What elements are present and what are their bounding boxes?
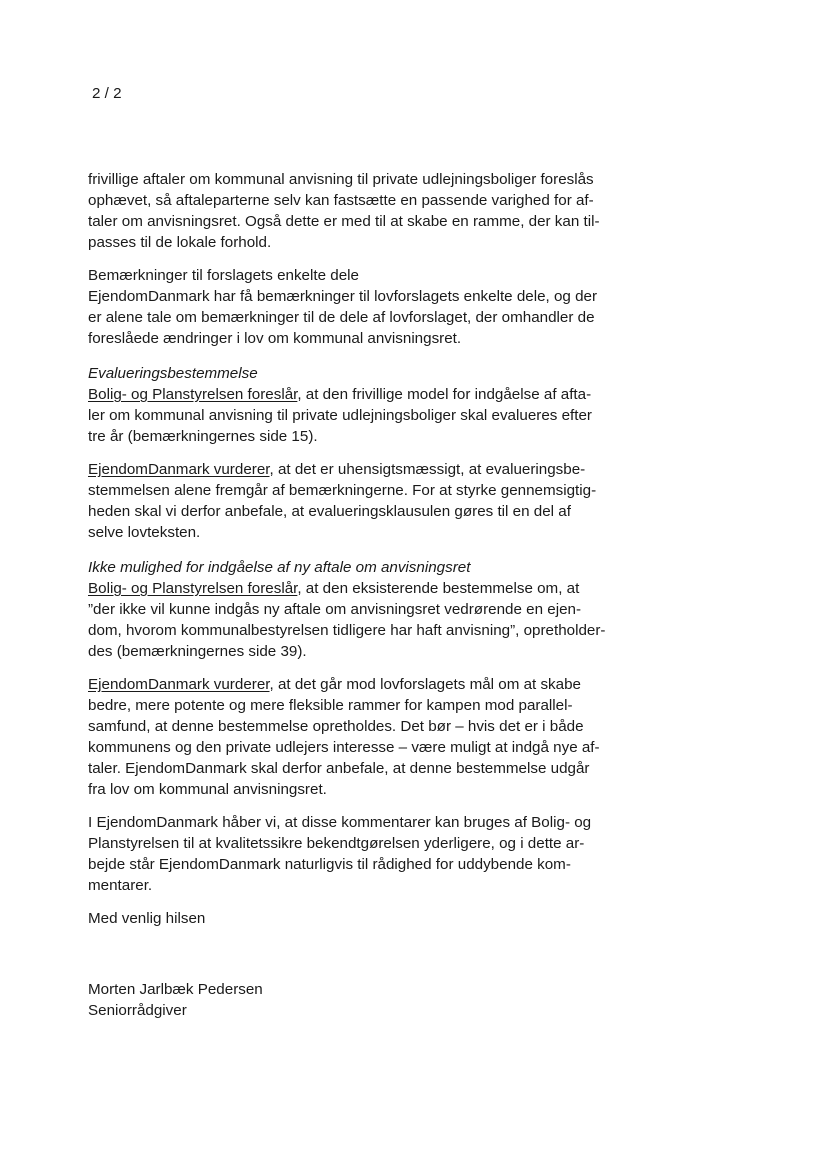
text-segment: , at den eksisterende bestemmelse om, at	[297, 580, 580, 597]
text-line: I EjendomDanmark håber vi, at disse kommentarer kan bruges af Bolig- og	[88, 814, 592, 831]
text-line: mentarer.	[88, 877, 153, 894]
text-line: ophævet, så aftaleparterne selv kan fastsætte en passende varighed for af-	[88, 192, 594, 209]
signature-title: Seniorrådgiver	[88, 1002, 187, 1019]
text-line: EjendomDanmark har få bemærkninger til lovforslagets enkelte dele, og der	[88, 288, 598, 305]
page-number: 2 / 2	[92, 85, 122, 102]
subsection-evaluation	[88, 363, 688, 447]
text-segment: , at den frivillige model for indgåelse af afta-	[297, 386, 592, 403]
proposer-reference: Bolig- og Planstyrelsen foreslår	[88, 580, 298, 597]
subsection-heading: Evalueringsbestemmelse	[88, 365, 258, 382]
assessor-reference: EjendomDanmark vurderer	[88, 676, 270, 693]
text-line: frivillige aftaler om kommunal anvisning til private udlejningsboliger foreslås	[88, 171, 594, 188]
text-line: stemmelsen alene fremgår af bemærkningerne. For at styrke gennemsigtig-	[88, 482, 597, 499]
text-line: samfund, at denne bestemmelse opretholdes. Det bør – hvis det er i både	[88, 718, 584, 735]
letter-body	[88, 169, 688, 1021]
section-heading: Bemærkninger til forslagets enkelte dele	[88, 267, 359, 284]
text-line: passes til de lokale forhold.	[88, 234, 272, 251]
text-line: dom, hvorom kommunalbestyrelsen tidligere har haft anvisning”, opretholder-	[88, 622, 606, 639]
closing	[88, 908, 688, 929]
paragraph-assessment-2	[88, 674, 688, 800]
text-line: tre år (bemærkningernes side 15).	[88, 428, 318, 445]
proposer-reference: Bolig- og Planstyrelsen foreslår	[88, 386, 298, 403]
text-line: er alene tale om bemærkninger til de dele af lovforslaget, der omhandler de	[88, 309, 595, 326]
closing-text: Med venlig hilsen	[88, 910, 206, 927]
text-line: des (bemærkningernes side 39).	[88, 643, 307, 660]
assessor-reference: EjendomDanmark vurderer	[88, 461, 270, 478]
text-line: kommunens og den private udlejers interesse – være muligt at indgå nye af-	[88, 739, 600, 756]
text-line: bejde står EjendomDanmark naturligvis til rådighed for uddybende kom-	[88, 856, 571, 873]
signature-name: Morten Jarlbæk Pedersen	[88, 981, 263, 998]
signature-block	[88, 979, 688, 1021]
subsection-no-new-agreement	[88, 557, 688, 662]
paragraph-assessment-1	[88, 459, 688, 543]
text-line: bedre, mere potente og mere fleksible rammer for kampen mod parallel-	[88, 697, 573, 714]
text-line	[88, 459, 688, 480]
text-segment: , at det går mod lovforslagets mål om at skabe	[269, 676, 581, 693]
paragraph-conclusion	[88, 812, 688, 896]
text-line: taler. EjendomDanmark skal derfor anbefale, at denne bestemmelse udgår	[88, 760, 590, 777]
subsection-heading: Ikke mulighed for indgåelse af ny aftale om anvisningsret	[88, 559, 471, 576]
text-line: Planstyrelsen til at kvalitetssikre bekendtgørelsen yderligere, og i dette ar-	[88, 835, 585, 852]
text-line	[88, 578, 688, 599]
text-line: fra lov om kommunal anvisningsret.	[88, 781, 327, 798]
text-line: selve lovteksten.	[88, 524, 201, 541]
section-remarks	[88, 265, 688, 349]
text-line	[88, 384, 688, 405]
text-line: ler om kommunal anvisning til private udlejningsboliger skal evalueres efter	[88, 407, 592, 424]
text-line	[88, 674, 688, 695]
text-line: foreslåede ændringer i lov om kommunal anvisningsret.	[88, 330, 462, 347]
paragraph-intro	[88, 169, 688, 253]
text-segment: , at det er uhensigtsmæssigt, at evalueringsbe-	[269, 461, 586, 478]
text-line: ”der ikke vil kunne indgås ny aftale om anvisningsret vedrørende en ejen-	[88, 601, 582, 618]
text-line: heden skal vi derfor anbefale, at evalueringsklausulen gøres til en del af	[88, 503, 571, 520]
text-line: taler om anvisningsret. Også dette er med til at skabe en ramme, der kan til-	[88, 213, 600, 230]
